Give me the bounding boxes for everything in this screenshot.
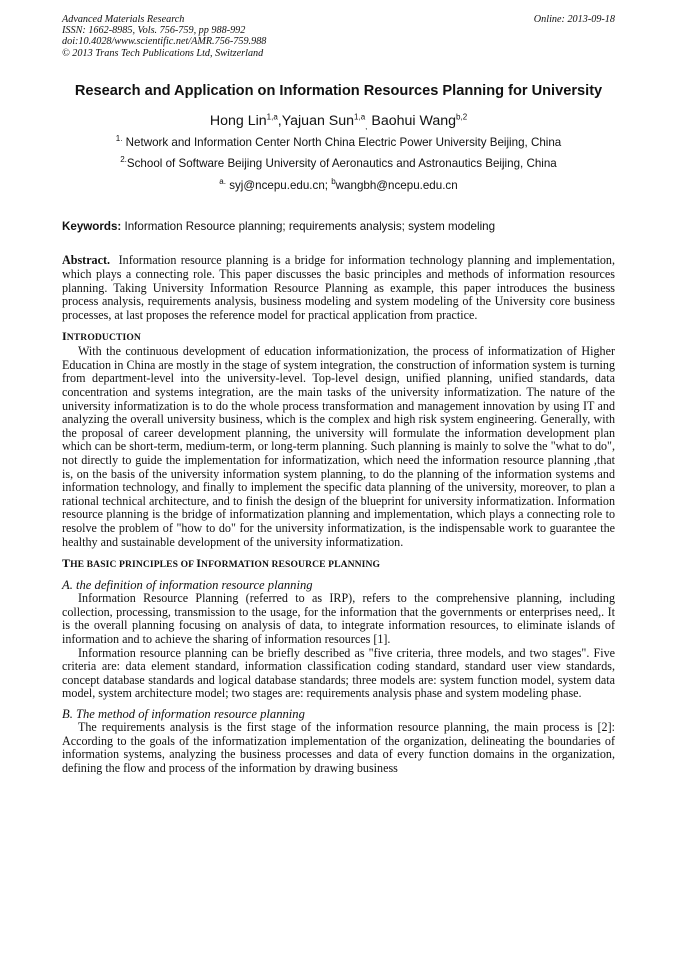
author-superscript: b,2	[456, 112, 468, 122]
abstract-label: Abstract.	[62, 253, 111, 268]
keywords	[62, 220, 615, 234]
affiliation-mark: 1.	[115, 134, 123, 144]
section-heading-basic-principles	[62, 556, 615, 572]
affiliation-1	[62, 136, 615, 149]
paper-title: Research and Application on Information Resources Planning for University	[74, 82, 603, 99]
method-paragraph-1: The requirements analysis is the first stage of the information resource planning, the main process is [2]: According to the goals of the informatization implementation of the organization, delineating the boundaries of information systems, analyzing the business processes and data of every function domains in the organization, defining the flow and process of the information by drawing business	[62, 719, 615, 775]
affiliation-text: School of Software Beijing University of Aeronautics and Astronautics Beijing, China	[126, 157, 557, 171]
author-name: Yajuan Sun	[281, 113, 355, 130]
definition-paragraph-2: Information resource planning can be briefly described as "five criteria, three models, and two stages". Five criteria are: data element standard, information classification coding standard, standard user view standards, concept database standards and logical database standards; three models are: system function model, system data model, system architecture model; two stages are: requirements analysis phase and system modeling phase.	[62, 645, 615, 701]
journal-header	[62, 14, 615, 59]
affiliation-text: Network and Information Center North China Electric Power University Beijing, China	[125, 136, 562, 150]
intro-paragraph: With the continuous development of education informationization, the process of informatization of Higher Education in China are mostly in the stage of system integration, the construction of information system is turning from department-level into the university-level. Top-level design, unified planning, unified standards, data concentration and systems integration, are the main tasks of the university informatization. The nature of the university informatization is to do the whole process transformation and management innovation by using IT and analyzing the overall university business, which is the complex and high risk system engineering. Generally, with the proposal of career development planning, the university will formulate the information development plan which can be short-term, medium-term, or long-term planning. Such planning is mainly to solve the "what to do", not directly to guide the implementation for informatization, which need the information resource planning ,that is, on the basis of the university information system planning, to do the planning of the information systems and information technology, and finally to implement the specific data planning of the university, moreover, to plan a rational technical architecture, and to finish the design of the blueprint for university informatization. Information resource planning is the bridge of informatization planning and implementation, which plays a connecting role to resolve the problem of "how to do" for the university informatization, is the indispensable work to guarantee the healthy and sustainable development of the university informatization.	[62, 344, 615, 549]
heading-capital: I	[196, 556, 202, 571]
online-date: Online: 2013-09-18	[533, 14, 615, 25]
journal-doi: doi:10.4028/www.scientific.net/AMR.756-759.988	[62, 36, 267, 48]
abstract-text: Information resource planning is a bridge for information technology planning and implementation, which plays a connecting role. This paper discusses the basic principles and methods of information resources planning. Taking University Information Resource Planning as example, this paper introduces the business process analysis, requirements analysis, business modeling and system modeling of the University core business processes, at last proposes the reference model for practical application from practice.	[62, 253, 616, 322]
email-line	[62, 179, 615, 192]
abstract	[62, 254, 615, 322]
journal-copyright: © 2013 Trans Tech Publications Ltd, Switzerland	[62, 47, 264, 59]
author-name: Hong Lin	[209, 113, 267, 130]
email-b[interactable]: wangbh@ncepu.edu.cn	[335, 179, 458, 193]
heading-capital: I	[62, 329, 67, 344]
affiliation-mark: 2.	[120, 155, 127, 165]
heading-rest: NFORMATION RESOURCE PLANNING	[201, 559, 381, 571]
author-separator: ,	[365, 122, 368, 132]
author-list: Hong Lin$^{1,a}$,Yajuan Sun$^{1,a}_,$ Baohui Wang$^{b,2}$	[209, 112, 468, 132]
subsection-heading-method: B. The method of information resource planning	[62, 706, 305, 721]
journal-name: Advanced Materials Research	[62, 14, 185, 25]
author-superscript: 1,a	[266, 112, 278, 122]
author-name: Baohui Wang	[371, 113, 457, 130]
email-mark-b: b	[331, 177, 336, 187]
heading-capital: T	[62, 556, 71, 571]
heading-rest: HE BASIC PRINCIPLES OF	[70, 559, 197, 571]
section-heading-introduction	[62, 329, 615, 345]
author-superscript: 1,a	[354, 112, 366, 122]
paper-page	[62, 14, 615, 775]
keywords-text: Information Resource planning; requirements analysis; system modeling	[124, 220, 496, 234]
journal-issn: ISSN: 1662-8985, Vols. 756-759, pp 988-992	[62, 25, 246, 37]
subsection-heading-definition: A. the definition of information resource planning	[62, 578, 313, 593]
affiliation-2	[62, 157, 615, 170]
keywords-label: Keywords:	[62, 220, 122, 234]
heading-rest: NTRODUCTION	[66, 332, 141, 344]
definition-paragraph-1: Information Resource Planning (referred to as IRP), refers to the comprehensive planning, including collection, processing, transmission to the usage, for the information that the governments or enterprises need,. It is the overall planning focusing on analysis of data, to integrate information resources, to eliminate islands of information and to achieve the sharing of information resources [1].	[62, 591, 615, 646]
email-a[interactable]: syj@ncepu.edu.cn;	[229, 179, 328, 193]
email-mark-a: a.	[219, 177, 226, 187]
